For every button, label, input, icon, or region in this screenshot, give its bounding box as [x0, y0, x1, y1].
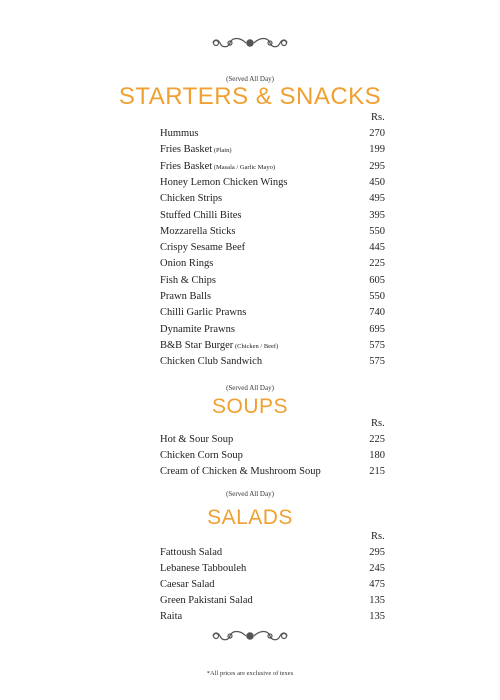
menu-item-row [160, 226, 385, 241]
menu-item-name [160, 161, 275, 172]
menu-item-row [160, 242, 385, 257]
menu-item-note: (Chicken / Beef) [233, 342, 279, 350]
menu-item-name [160, 258, 213, 269]
served-all-day-note: (Served All Day) [226, 75, 274, 83]
menu-item-name [160, 340, 278, 351]
menu-item-name [160, 611, 182, 622]
menu-item-label: Chicken Strips [160, 193, 223, 205]
menu-item-price: 135 [369, 595, 385, 606]
menu-item-name [160, 177, 287, 188]
menu-item-row [160, 128, 385, 143]
menu-item-price: 495 [369, 193, 385, 205]
menu-item-row [160, 356, 385, 371]
menu-item-price: 225 [369, 434, 385, 445]
menu-item-label: Cream of Chicken & Mushroom Soup [160, 466, 321, 477]
menu-item-row [160, 291, 385, 306]
section-title-soups: SOUPS [211, 395, 289, 418]
menu-item-row [160, 161, 385, 176]
menu-item-label: Prawn Balls [160, 291, 212, 302]
menu-item-label: Fattoush Salad [160, 547, 223, 558]
menu-item-price: 225 [369, 258, 385, 270]
menu-item-price: 450 [369, 176, 385, 188]
menu-item-label: Dynamite Prawns [160, 323, 235, 335]
menu-item-name [160, 563, 246, 574]
menu-item-name [160, 210, 241, 221]
currency-label: Rs. [371, 112, 385, 123]
menu-item-row [160, 258, 385, 273]
menu-item-name [160, 434, 233, 445]
menu-item-price: 605 [369, 274, 385, 286]
menu-item-name [160, 307, 246, 318]
menu-item-row [160, 340, 385, 355]
menu-item-label: Caesar Salad [160, 579, 215, 590]
menu-item-name [160, 275, 216, 286]
menu-item-price: 199 [369, 144, 385, 156]
currency-label: Rs. [371, 418, 385, 429]
menu-item-row [160, 193, 385, 208]
menu-item-price: 245 [369, 563, 385, 574]
menu-item-price: 550 [369, 291, 385, 302]
menu-item-label: Fries Basket [160, 144, 213, 156]
menu-item-name [160, 450, 243, 461]
section-title-starters: STARTERS & SNACKS [118, 83, 382, 110]
menu-item-price: 135 [369, 611, 385, 622]
menu-item-label: Honey Lemon Chicken Wings [160, 176, 288, 188]
menu-item-row [160, 547, 385, 562]
menu-item-price: 295 [369, 160, 385, 172]
menu-item-name [160, 547, 222, 558]
menu-item-price: 740 [369, 307, 385, 319]
menu-item-note: (Plain) [212, 147, 232, 155]
menu-item-name [160, 579, 215, 590]
section-title-salads: SALADS [207, 506, 293, 529]
menu-item-label: Raita [160, 611, 183, 622]
menu-item-label: Mozzarella Sticks [160, 225, 236, 237]
menu-item-label: Fish & Chips [160, 274, 217, 286]
menu-item-note: (Masala / Garlic Mayo) [212, 163, 276, 171]
menu-item-name [160, 242, 245, 253]
menu-item-label: Chicken Club Sandwich [160, 356, 263, 368]
menu-item-row [160, 450, 385, 465]
menu-item-price: 445 [369, 242, 385, 254]
menu-item-label: Chicken Corn Soup [160, 450, 243, 461]
menu-item-label: Onion Rings [160, 258, 214, 270]
menu-item-row [160, 611, 385, 626]
menu-item-label: Crispy Sesame Beef [160, 242, 246, 254]
menu-item-row [160, 466, 385, 481]
menu-item-name [160, 324, 235, 335]
menu-item-name [160, 144, 232, 155]
menu-item-price: 575 [369, 339, 385, 351]
menu-item-row [160, 144, 385, 159]
menu-item-price: 395 [369, 209, 385, 221]
menu-item-label: Green Pakistani Salad [160, 595, 253, 606]
menu-item-row [160, 434, 385, 449]
menu-item-label: B&B Star Burger [160, 339, 234, 351]
menu-item-label: Stuffed Chilli Bites [160, 209, 242, 221]
scroll-flourish-icon [210, 35, 290, 51]
menu-item-price: 695 [369, 323, 385, 335]
menu-item-name [160, 226, 236, 237]
menu-item-price: 180 [369, 450, 385, 461]
menu-item-name [160, 356, 262, 367]
menu-item-name [160, 466, 321, 477]
currency-label: Rs. [371, 531, 385, 542]
menu-item-row [160, 307, 385, 322]
menu-item-row [160, 275, 385, 290]
menu-item-label: Hot & Sour Soup [160, 434, 234, 445]
menu-item-row [160, 595, 385, 610]
menu-item-price: 215 [369, 466, 385, 477]
price-footnote: *All prices are exclusive of texes [206, 670, 294, 677]
menu-item-price: 550 [369, 225, 385, 237]
menu-item-label: Fries Basket [160, 160, 213, 172]
menu-item-name [160, 595, 253, 606]
menu-item-label: Lebanese Tabbouleh [160, 563, 247, 574]
menu-item-row [160, 324, 385, 339]
menu-item-label: Chilli Garlic Prawns [160, 307, 247, 319]
menu-item-price: 270 [369, 128, 385, 139]
menu-item-row [160, 579, 385, 594]
menu-item-label: Hummus [160, 128, 199, 139]
menu-item-name [160, 193, 222, 204]
served-all-day-note: (Served All Day) [226, 384, 274, 392]
served-all-day-note: (Served All Day) [226, 490, 274, 498]
menu-item-price: 295 [369, 547, 385, 558]
menu-item-row [160, 563, 385, 578]
menu-item-row [160, 177, 385, 192]
menu-item-row [160, 210, 385, 225]
menu-item-name [160, 291, 211, 302]
menu-item-price: 575 [369, 356, 385, 368]
scroll-flourish-icon [210, 628, 290, 644]
menu-item-name [160, 128, 199, 139]
menu-item-price: 475 [369, 579, 385, 590]
